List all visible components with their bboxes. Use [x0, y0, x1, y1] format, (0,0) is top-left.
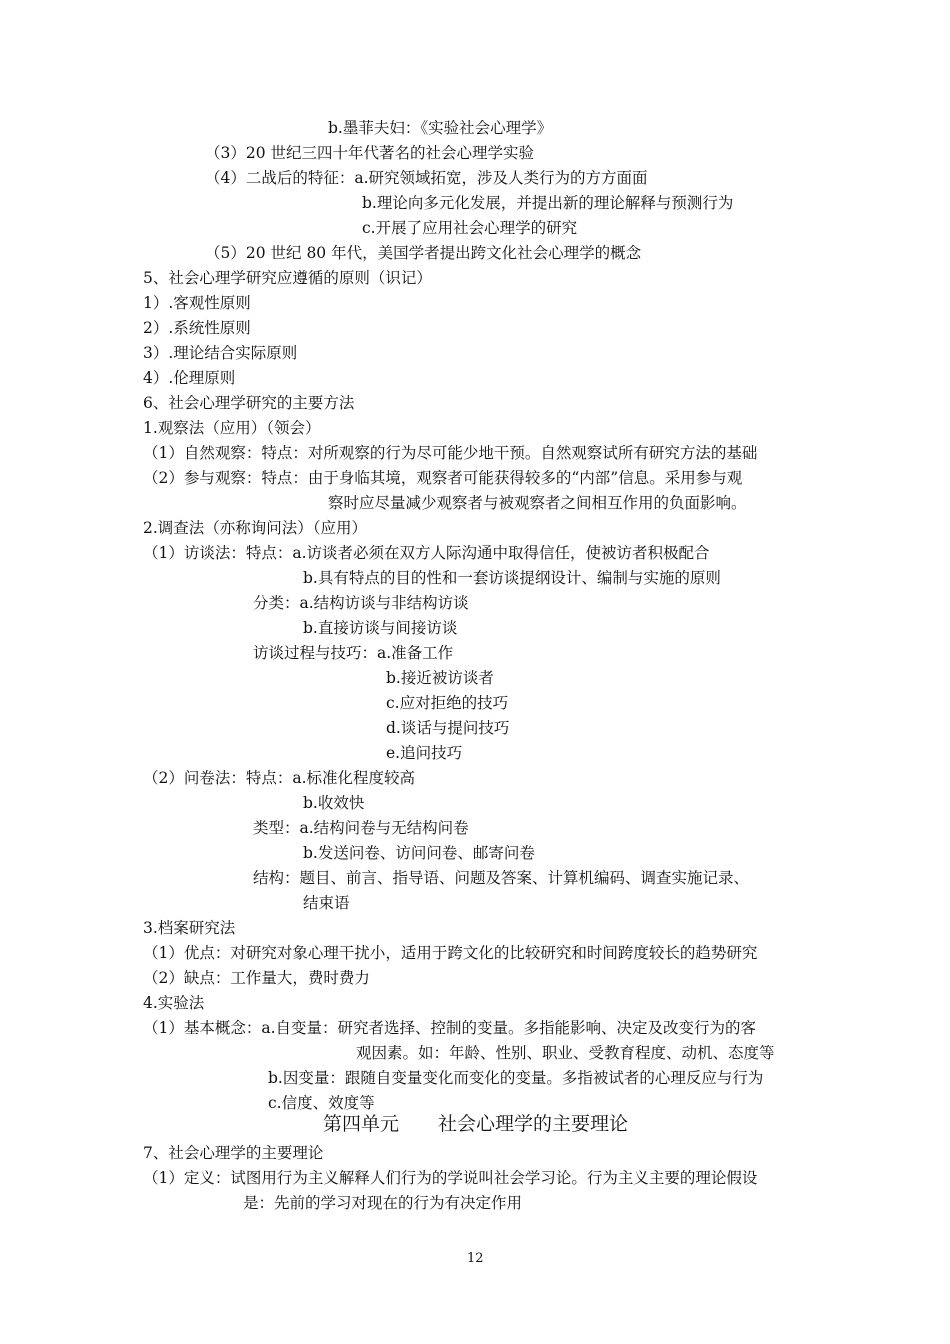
text-line: d.谈话与提问技巧 [386, 719, 510, 737]
section-heading: 7、社会心理学的主要理论 [143, 1144, 324, 1162]
text-line: 察时应尽量减少观察者与被观察者之间相互作用的负面影响。 [328, 494, 747, 512]
text-line: 3）.理论结合实际原则 [143, 344, 298, 362]
unit-label: 第四单元 [323, 1113, 400, 1135]
text-line: 是：先前的学习对现在的行为有决定作用 [243, 1194, 523, 1212]
text-line: 结构：题目、前言、指导语、问题及答案、计算机编码、调查实施记录、 [253, 869, 750, 887]
text-line: （2）缺点：工作量大，费时费力 [143, 969, 370, 987]
text-line: 分类：a.结构访谈与非结构访谈 [253, 594, 469, 612]
text-line: （1）优点：对研究对象心理干扰小，适用于跨文化的比较研究和时间跨度较长的趋势研究 [143, 944, 758, 962]
text-line: c.开展了应用社会心理学的研究 [362, 219, 578, 237]
text-line: 2.调查法（亦称询问法）（应用） [143, 519, 368, 537]
page-number: 12 [467, 1251, 484, 1266]
text-line: b.具有特点的目的性和一套访谈提纲设计、编制与实施的原则 [303, 569, 721, 587]
text-line: （1）自然观察：特点：对所观察的行为尽可能少地干预。自然观察试所有研究方法的基础 [143, 444, 758, 462]
text-line: c.应对拒绝的技巧 [386, 694, 509, 712]
text-line: （2）问卷法：特点：a.标准化程度较高 [143, 769, 416, 787]
text-line: （1）定义：试图用行为主义解释人们行为的学说叫社会学习论。行为主义主要的理论假设 [143, 1169, 758, 1187]
text-line: 4.实验法 [143, 994, 205, 1012]
text-line: b.直接访谈与间接访谈 [303, 619, 458, 637]
text-line: b.理论向多元化发展，并提出新的理论解释与预测行为 [362, 194, 734, 212]
text-line: b.墨菲夫妇：《实验社会心理学》 [328, 119, 553, 137]
text-line: 1.观察法（应用）（领会） [143, 419, 321, 437]
section-heading: 5、社会心理学研究应遵循的原则（识记） [143, 269, 432, 287]
text-line: c.信度、效度等 [268, 1094, 375, 1112]
text-line: （1）访谈法：特点：a.访谈者必须在双方人际沟通中取得信任，使被访者积极配合 [143, 544, 710, 562]
text-line: （4）二战后的特征：a.研究领域拓宽，涉及人类行为的方方面面 [205, 169, 648, 187]
text-line: 类型：a.结构问卷与无结构问卷 [253, 819, 469, 837]
text-line: b.发送问卷、访问问卷、邮寄问卷 [303, 844, 535, 862]
text-line: b.收效快 [303, 794, 365, 812]
text-line: （5）20 世纪 80 年代，美国学者提出跨文化社会心理学的概念 [205, 244, 642, 262]
text-line: 观因素。如：年龄、性别、职业、受教育程度、动机、态度等 [356, 1044, 775, 1062]
text-line: 3.档案研究法 [143, 919, 236, 937]
text-line: 访谈过程与技巧：a.准备工作 [253, 644, 454, 662]
section-heading: 6、社会心理学研究的主要方法 [143, 394, 355, 412]
text-line: e.追问技巧 [386, 744, 463, 762]
text-line: （1）基本概念：a.自变量：研究者选择、控制的变量。多指能影响、决定及改变行为的客 [143, 1019, 757, 1037]
text-line: 2）.系统性原则 [143, 319, 251, 337]
text-line: b.接近被访谈者 [386, 669, 494, 687]
text-line: b.因变量：跟随自变量变化而变化的变量。多指被试者的心理反应与行为 [268, 1069, 764, 1087]
text-line: 结束语 [303, 894, 350, 912]
text-line: 1）.客观性原则 [143, 294, 251, 312]
text-line: （3）20 世纪三四十年代著名的社会心理学实验 [205, 144, 535, 162]
unit-title: 社会心理学的主要理论 [438, 1113, 629, 1135]
text-line: 4）.伦理原则 [143, 369, 236, 387]
text-line: （2）参与观察：特点：由于身临其境，观察者可能获得较多的“内部”信息。采用参与观 [143, 469, 743, 487]
